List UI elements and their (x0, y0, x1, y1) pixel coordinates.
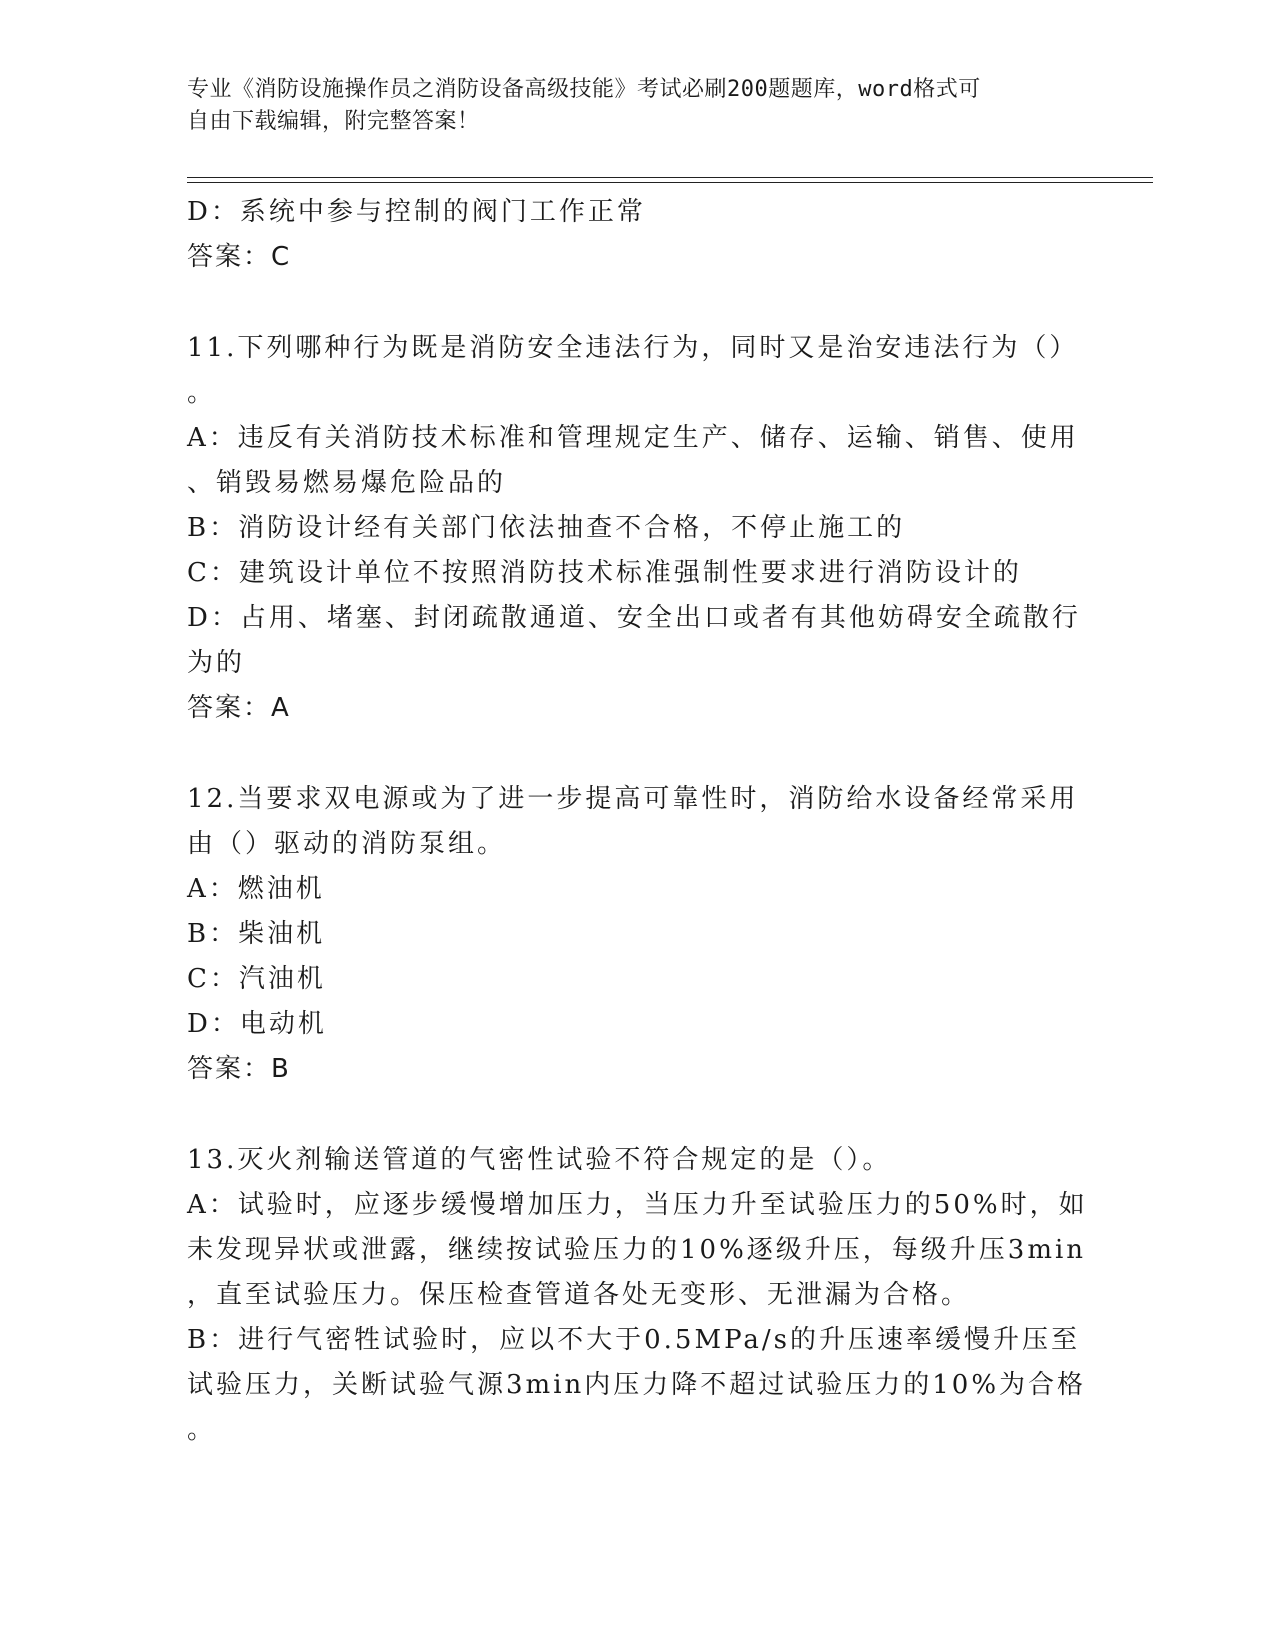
question-option-line: A：燃油机 (187, 874, 325, 904)
question-option-line: 、销毁易燃易爆危险品的 (187, 468, 507, 498)
question-answer: 答案：A (187, 693, 291, 723)
question-list (187, 280, 1088, 1453)
header-rule-top (187, 177, 1153, 178)
prev-answer: 答案：C (187, 242, 292, 272)
question-stem-line: 12.当要求双电源或为了进一步提高可靠性时，消防给水设备经常采用 (187, 784, 1079, 814)
document-header (187, 74, 1067, 138)
question-option-line: C：汽油机 (187, 964, 326, 994)
question-option-line: A：违反有关消防技术标准和管理规定生产、储存、运输、销售、使用 (187, 423, 1079, 453)
question-content (187, 190, 1088, 1453)
question-option-line: D：电动机 (187, 1009, 327, 1039)
question-stem-line: 13.灭火剂输送管道的气密性试验不符合规定的是（）。 (187, 1145, 892, 1175)
question-stem-line: 。 (187, 378, 217, 408)
question-stem-line: 由（）驱动的消防泵组。 (187, 829, 507, 859)
prev-option-d: D：系统中参与控制的阀门工作正常 (187, 197, 646, 227)
question-option-line: ，直至试验压力。保压检查管道各处无变形、无泄漏为合格。 (187, 1280, 971, 1310)
question-item (187, 777, 1079, 1092)
question-answer: 答案：B (187, 1054, 291, 1084)
question-option-line: C：建筑设计单位不按照消防技术标准强制性要求进行消防设计的 (187, 558, 1022, 588)
question-option-line: B：消防设计经有关部门依法抽查不合格，不停止施工的 (187, 513, 906, 543)
header-line-1: 专业《消防设施操作员之消防设备高级技能》考试必刷200题题库，word格式可 (187, 77, 981, 102)
question-option-line: D：占用、堵塞、封闭疏散通道、安全出口或者有其他妨碍安全疏散行 (187, 603, 1081, 633)
question-option-line: A：试验时，应逐步缓慢增加压力，当压力升至试验压力的50%时，如 (187, 1190, 1088, 1220)
question-spacer (187, 1092, 1067, 1138)
header-line-2: 自由下载编辑，附完整答案！ (187, 109, 480, 134)
question-option-line: B：进行气密牲试验时，应以不大于0.5MPa/s的升压速率缓慢升压至 (187, 1325, 1081, 1355)
header-rule-bottom (187, 182, 1153, 183)
question-option-line: 为的 (187, 648, 246, 678)
question-spacer (187, 280, 1067, 326)
question-option-line: 未发现异状或泄露，继续按试验压力的10%逐级升压，每级升压3min (187, 1235, 1087, 1265)
question-item (187, 326, 1081, 731)
question-option-line: B：柴油机 (187, 919, 326, 949)
question-item (187, 1138, 1088, 1453)
question-option-line: 试验压力，关断试验气源3min内压力降不超过试验压力的10%为合格 (187, 1370, 1087, 1400)
question-option-line: 。 (187, 1415, 217, 1445)
question-stem-line: 11.下列哪种行为既是消防安全违法行为，同时又是治安违法行为（） (187, 333, 1079, 363)
question-spacer (187, 731, 1067, 777)
